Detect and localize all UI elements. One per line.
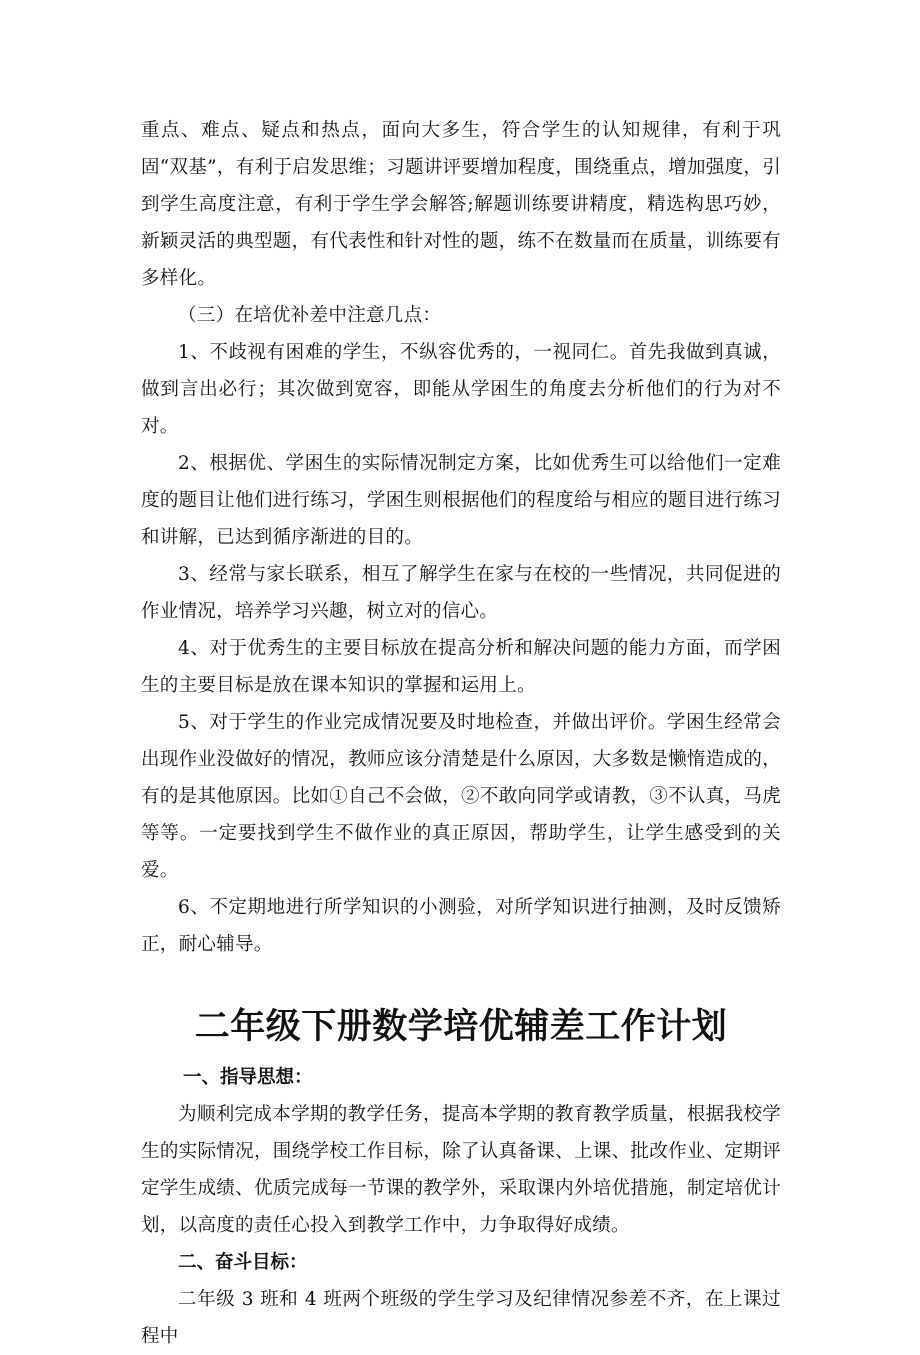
document-title: 二年级下册数学培优辅差工作计划 (194, 1007, 728, 1047)
subheading-three: （三）在培优补差中注意几点： (178, 305, 442, 326)
list-item-3: 3、经常与家长联系，相互了解学生在家与在校的一些情况，共同促进的作业情况，培养学习兴趣，树立对的信心。 (141, 564, 781, 622)
section-text-goals: 二年级 3 班和 4 班两个班级的学生学习及纪律情况参差不齐，在上课过程中 (141, 1289, 781, 1347)
list-item-4: 4、对于优秀生的主要目标放在提高分析和解决问题的能力方面，而学困生的主要目标是放在课本知识的掌握和运用上。 (141, 638, 781, 696)
list-item-5: 5、对于学生的作业完成情况要及时地检查，并做出评价。学困生经常会出现作业没做好的情况，教师应该分清楚是什么原因，大多数是懒惰造成的，有的是其他原因。比如①自己不会做，②不敢向同学或请教，③不认真，马虎等等。一定要找到学生不做作业的真正原因，帮助学生，让学生感受到的关爱。 (141, 712, 781, 881)
section-text-guiding-ideology: 为顺利完成本学期的教学任务，提高本学期的教育教学质量，根据我校学生的实际情况，围绕学校工作目标，除了认真备课、上课、批改作业、定期评定学生成绩、优质完成每一节课的教学外，采取课内外培优措施，制定培优计划，以高度的责任心投入到教学工作中，力争取得好成绩。 (141, 1104, 781, 1236)
section-heading-goals: 二、奋斗目标： (178, 1252, 308, 1273)
list-item-1: 1、不歧视有困难的学生，不纵容优秀的，一视同仁。首先我做到真诚，做到言出必行；其次做到宽容，即能从学困生的角度去分析他们的行为对不对。 (141, 342, 781, 437)
paragraph-continued: 重点、难点、疑点和热点，面向大多生，符合学生的认知规律，有利于巩固“双基”，有利于启发思维；习题讲评要增加程度，围绕重点，增加强度，引到学生高度注意，有利于学生学会解答;解题训练要讲精度，精选构思巧妙，新颖灵活的典型题，有代表性和针对性的题，练不在数量而在质量，训练要有多样化。 (141, 120, 781, 289)
list-item-2: 2、根据优、学困生的实际情况制定方案，比如优秀生可以给他们一定难度的题目让他们进行练习，学困生则根据他们的程度给与相应的题目进行练习和讲解，已达到循序渐进的目的。 (141, 453, 781, 548)
list-item-6: 6、不定期地进行所学知识的小测验，对所学知识进行抽测，及时反馈矫正，耐心辅导。 (141, 897, 781, 955)
section-heading-guiding-ideology: 一、指导思想： (183, 1067, 313, 1088)
document-body (141, 112, 781, 1355)
